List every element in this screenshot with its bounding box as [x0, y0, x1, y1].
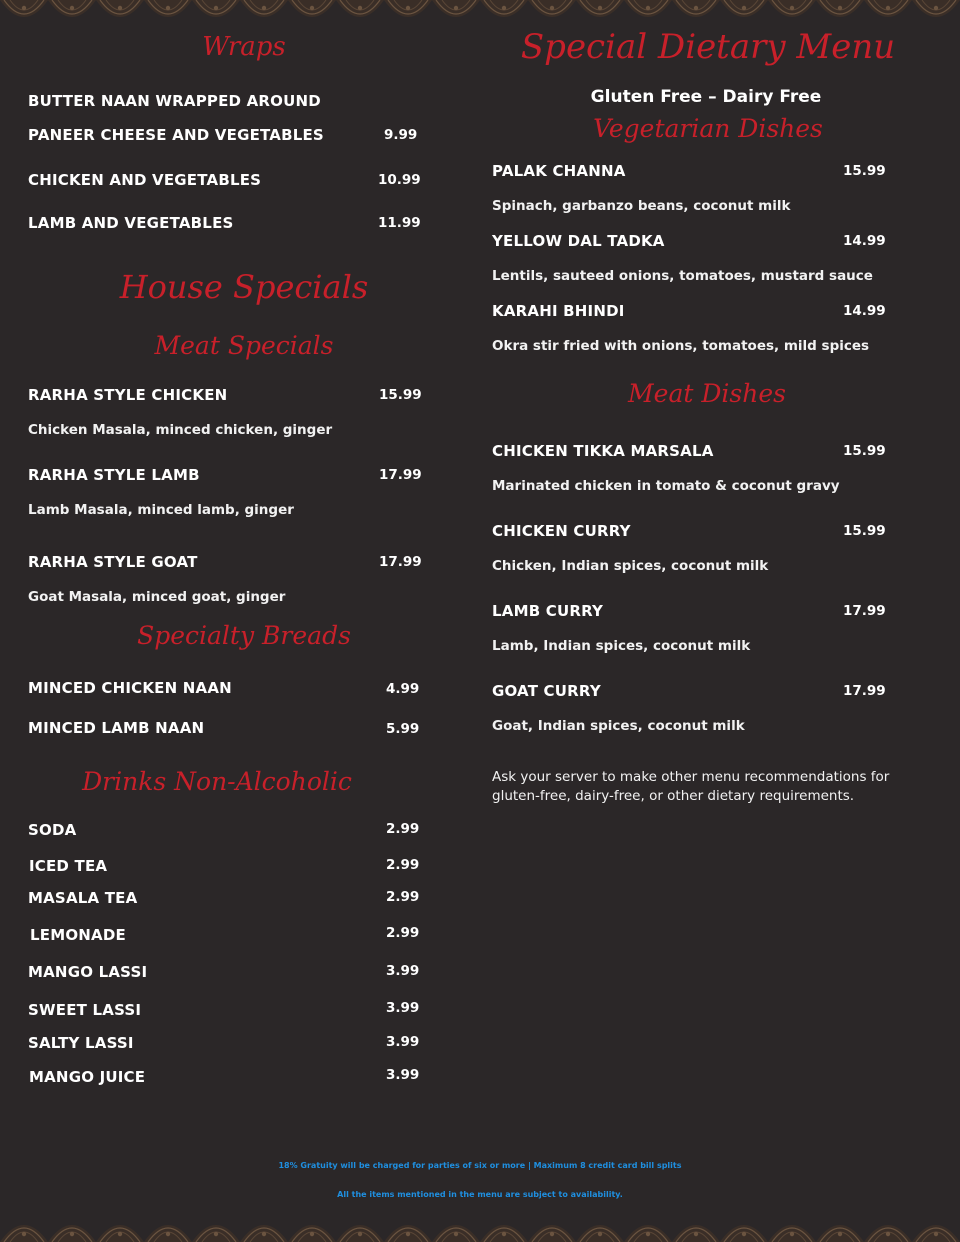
drink-item-price: 3.99: [386, 963, 420, 979]
veg-dish-name: PALAK CHANNA: [492, 162, 626, 180]
meat-special-desc: Goat Masala, minced goat, ginger: [28, 589, 286, 605]
house-specials-heading: House Specials: [119, 268, 369, 306]
wraps-intro: BUTTER NAAN WRAPPED AROUND: [28, 92, 321, 110]
wrap-item-price: 10.99: [378, 172, 421, 188]
bread-item-name: MINCED CHICKEN NAAN: [28, 679, 232, 697]
availability-notice: All the items mentioned in the menu are subject to availability.: [337, 1190, 623, 1199]
wrap-item-name: CHICKEN AND VEGETABLES: [28, 171, 262, 189]
veg-dish-name: KARAHI BHINDI: [492, 302, 625, 320]
veg-dish-desc: Okra stir fried with onions, tomatoes, mild spices: [492, 338, 870, 354]
meat-special-price: 17.99: [379, 554, 422, 570]
wrap-item-name: PANEER CHEESE AND VEGETABLES: [28, 126, 324, 144]
bread-item-name: MINCED LAMB NAAN: [28, 719, 205, 737]
ornamental-top-border: [0, 0, 960, 28]
wrap-item-price: 11.99: [378, 215, 421, 231]
veg-dish-name: YELLOW DAL TADKA: [492, 232, 665, 250]
meat-dish-desc: Marinated chicken in tomato & coconut gravy: [492, 478, 840, 494]
wrap-item-price: 9.99: [384, 127, 418, 143]
meat-dish-name: CHICKEN CURRY: [492, 522, 631, 540]
drink-item-price: 3.99: [386, 1000, 420, 1016]
meat-dish-price: 15.99: [843, 443, 886, 459]
meat-dish-desc: Chicken, Indian spices, coconut milk: [492, 558, 769, 574]
meat-specials-heading: Meat Specials: [154, 331, 334, 360]
drink-item-name: ICED TEA: [29, 857, 108, 875]
vegetarian-heading: Vegetarian Dishes: [593, 114, 823, 143]
meat-dish-desc: Lamb, Indian spices, coconut milk: [492, 638, 751, 654]
meat-dishes-heading: Meat Dishes: [628, 379, 786, 408]
meat-special-desc: Lamb Masala, minced lamb, ginger: [28, 502, 294, 518]
veg-dish-price: 14.99: [843, 233, 886, 249]
veg-dish-desc: Lentils, sauteed onions, tomatoes, mustard sauce: [492, 268, 873, 284]
meat-dish-price: 15.99: [843, 523, 886, 539]
bread-item-price: 5.99: [386, 721, 420, 737]
drink-item-name: SWEET LASSI: [28, 1001, 142, 1019]
specialty-breads-heading: Specialty Breads: [137, 621, 351, 650]
veg-dish-price: 14.99: [843, 303, 886, 319]
drink-item-name: SODA: [28, 821, 77, 839]
ornamental-bottom-border: [0, 1214, 960, 1242]
drink-item-price: 3.99: [386, 1067, 420, 1083]
meat-dish-name: CHICKEN TIKKA MARSALA: [492, 442, 714, 460]
meat-special-price: 17.99: [379, 467, 422, 483]
meat-dish-desc: Goat, Indian spices, coconut milk: [492, 718, 745, 734]
veg-dish-desc: Spinach, garbanzo beans, coconut milk: [492, 198, 791, 214]
drink-item-price: 3.99: [386, 1034, 420, 1050]
meat-special-name: RARHA STYLE GOAT: [28, 553, 198, 571]
wrap-item-name: LAMB AND VEGETABLES: [28, 214, 234, 232]
drink-item-name: MANGO JUICE: [29, 1068, 146, 1086]
drink-item-price: 2.99: [386, 821, 420, 837]
drink-item-price: 2.99: [386, 889, 420, 905]
meat-special-desc: Chicken Masala, minced chicken, ginger: [28, 422, 333, 438]
drink-item-name: MASALA TEA: [28, 889, 138, 907]
drink-item-name: LEMONADE: [30, 926, 126, 944]
drink-item-price: 2.99: [386, 857, 420, 873]
dietary-note: Ask your server to make other menu recommendations for gluten-free, dairy-free, or other dietary requirements.: [492, 769, 890, 804]
meat-special-name: RARHA STYLE LAMB: [28, 466, 200, 484]
drink-item-name: MANGO LASSI: [28, 963, 148, 981]
gratuity-notice: 18% Gratuity will be charged for parties of six or more | Maximum 8 credit card bill splits: [278, 1161, 682, 1170]
veg-dish-price: 15.99: [843, 163, 886, 179]
meat-dish-price: 17.99: [843, 603, 886, 619]
special-dietary-heading: Special Dietary Menu: [520, 27, 896, 67]
meat-dish-name: LAMB CURRY: [492, 602, 604, 620]
meat-special-price: 15.99: [379, 387, 422, 403]
bread-item-price: 4.99: [386, 681, 420, 697]
wraps-heading: Wraps: [202, 32, 286, 62]
dietary-subtitle: Gluten Free – Dairy Free: [590, 87, 822, 107]
meat-dish-name: GOAT CURRY: [492, 682, 601, 700]
meat-dish-price: 17.99: [843, 683, 886, 699]
drinks-heading: Drinks Non-Alcoholic: [82, 767, 352, 796]
drink-item-name: SALTY LASSI: [28, 1034, 134, 1052]
drink-item-price: 2.99: [386, 925, 420, 941]
meat-special-name: RARHA STYLE CHICKEN: [28, 386, 228, 404]
